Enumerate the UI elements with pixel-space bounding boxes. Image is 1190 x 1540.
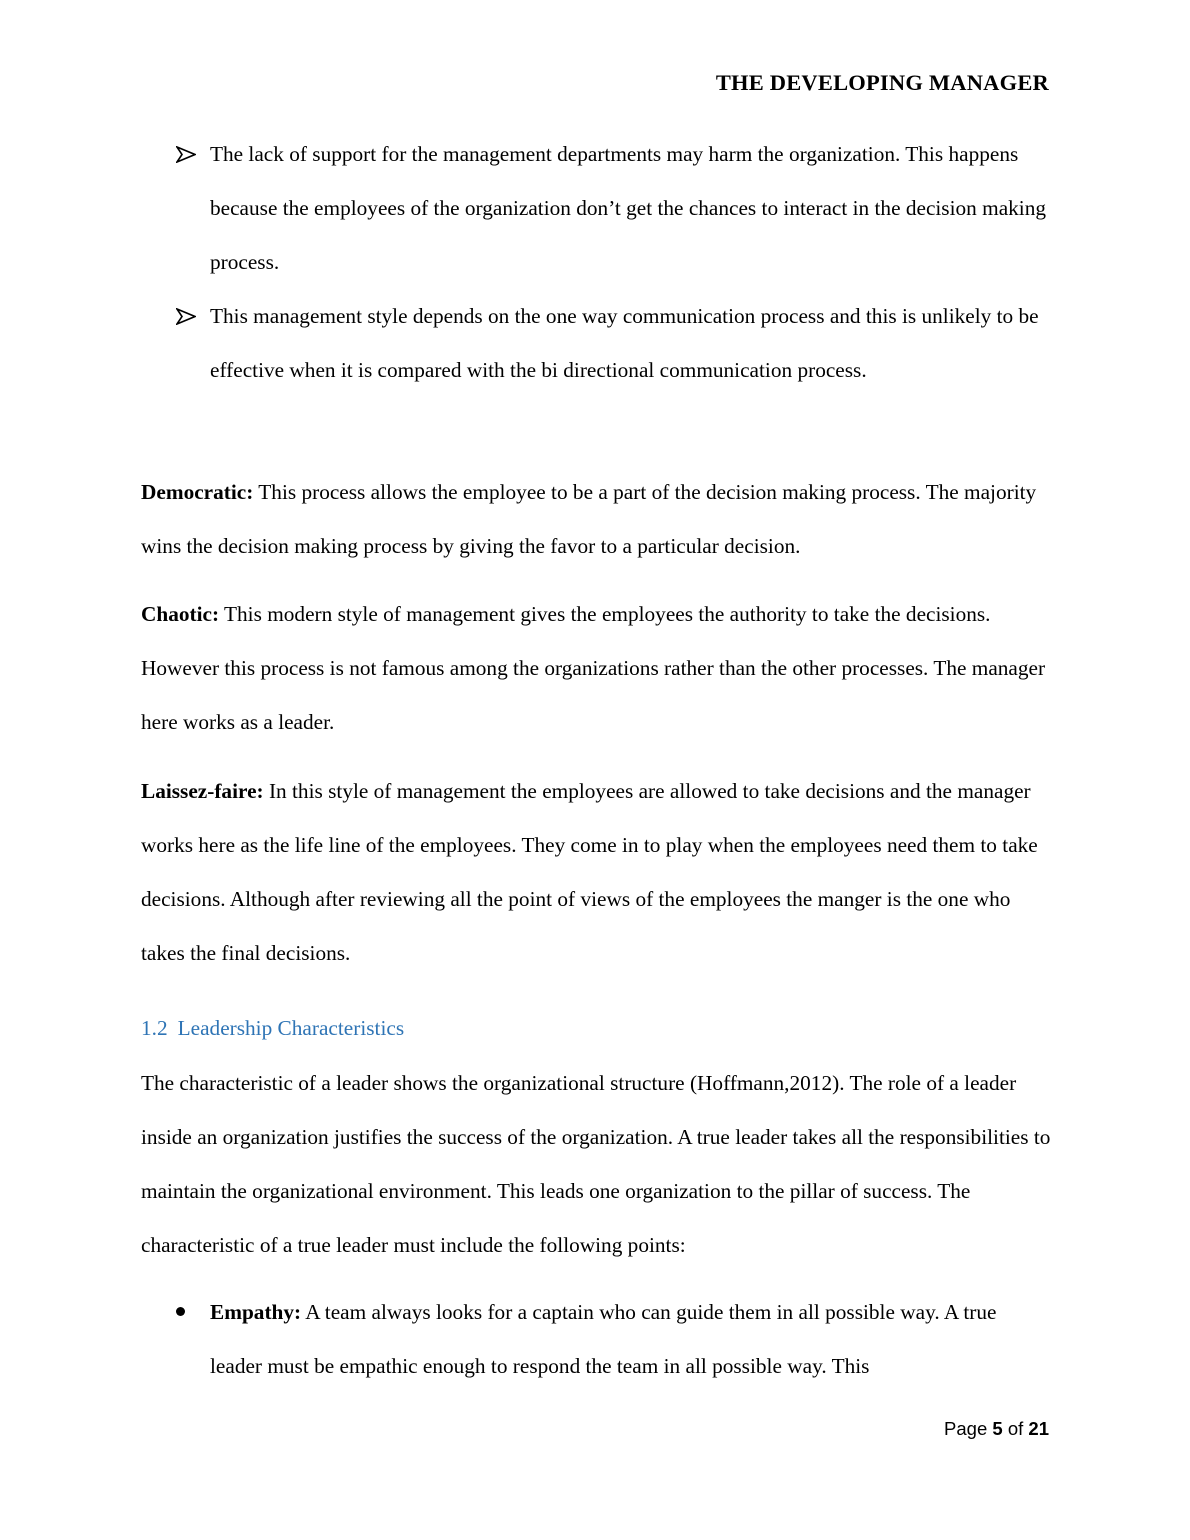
total-pages: 21 [1028, 1418, 1049, 1439]
paragraph-leadership-intro: The characteristic of a leader shows the organizational structure (Hoffmann,2012). The role of a leader inside an organization justifies the success of the organization. A true leader takes all the responsibilities to maintain the organizational environment. This leads one organization to the pillar of success. The characteristic of a true leader must include the following points: [141, 1071, 1051, 1257]
list-item-text: This management style depends on the one way communication process and this is unlikely to be effective when it is compared with the bi directional communication process. [210, 304, 1039, 382]
section-number: 1.2 [141, 1016, 168, 1040]
page-footer [944, 1418, 1049, 1440]
page-word: Page [944, 1418, 988, 1439]
list-item-text: A team always looks for a captain who can guide them in all possible way. A true leader must be empathic enough to respond the team in all possible way. This [210, 1300, 997, 1378]
list-item-text: The lack of support for the management departments may harm the organization. This happens because the employees of the organization don’t get the chances to interact in the decision making process. [210, 142, 1047, 274]
list-item [141, 127, 1051, 289]
paragraph-text: In this style of management the employees are allowed to take decisions and the manager works here as the life line of the employees. They come in to play when the employees need them to take decisions. Although after reviewing all the point of views of the employees the manger is the one who takes the final decisions. [141, 779, 1038, 965]
paragraph-text: This process allows the employee to be a part of the decision making process. The majority wins the decision making process by giving the favor to a particular decision. [141, 480, 1037, 558]
paragraph-laissez-faire [141, 764, 1053, 980]
section-title: Leadership Characteristics [177, 1016, 405, 1040]
list-item [141, 289, 1051, 397]
current-page-number: 5 [992, 1418, 1003, 1439]
arrow-bullet-icon [176, 146, 196, 163]
arrow-bullet-list [141, 127, 1051, 397]
bullet-dot-icon [176, 1307, 185, 1316]
section-heading [141, 1010, 404, 1046]
term-empathy: Empathy: [210, 1300, 302, 1324]
paragraph-text: This modern style of management gives the employees the authority to take the decisions. However this process is not famous among the organizations rather than the other processes. The manager here works as a leader. [141, 602, 1046, 734]
of-word: of [1007, 1418, 1024, 1439]
term-laissez-faire: Laissez-faire: [141, 779, 264, 803]
paragraph-democratic [141, 465, 1053, 573]
bullet-list [141, 1285, 1051, 1393]
term-democratic: Democratic: [141, 480, 254, 504]
arrow-bullet-icon [176, 308, 196, 325]
paragraph-chaotic [141, 587, 1053, 749]
term-chaotic: Chaotic: [141, 602, 220, 626]
list-item [141, 1285, 1051, 1393]
running-header-title: THE DEVELOPING MANAGER [715, 70, 1049, 95]
